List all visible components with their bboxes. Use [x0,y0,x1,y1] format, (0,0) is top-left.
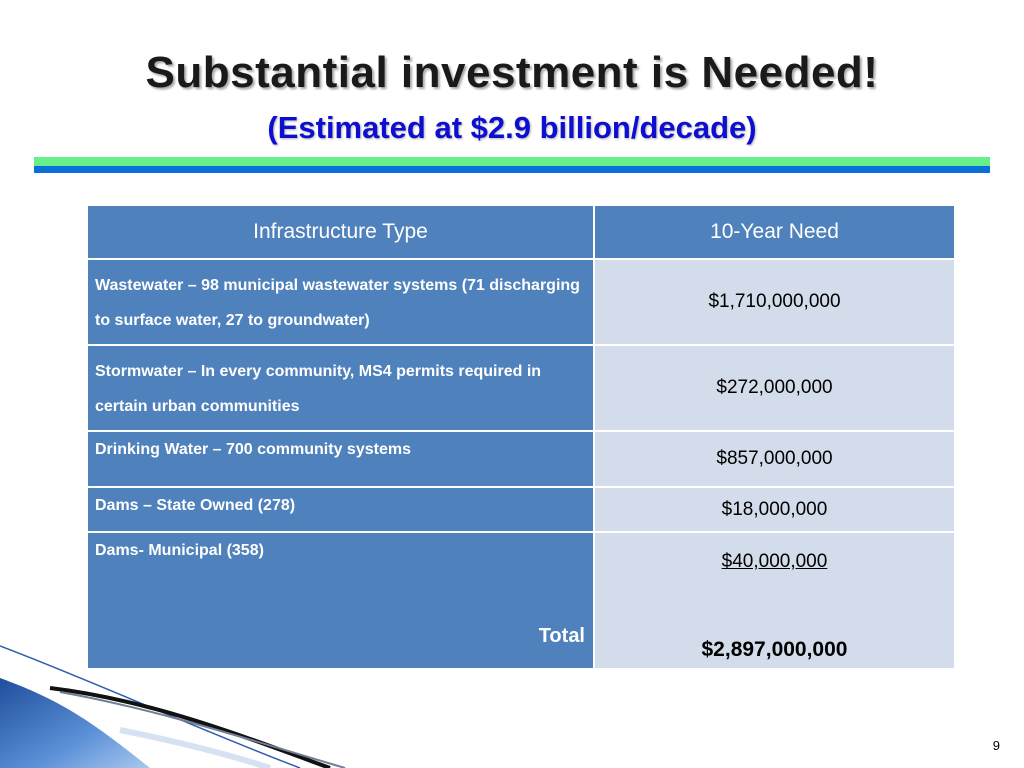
need-value-dams-municipal: $40,000,000 [721,551,828,572]
slide-subtitle: (Estimated at $2.9 billion/decade) [267,110,757,145]
total-value: $2,897,000,000 [701,638,848,661]
title-rule-blue [34,166,990,173]
need-cell-dams-state: $18,000,000 [594,487,955,532]
type-cell-stormwater: Stormwater – In every community, MS4 permits required in certain urban communities [87,345,594,431]
table-row [87,259,955,345]
table-row [87,487,955,532]
infrastructure-need-table [86,204,956,670]
need-cell-drinking-water: $857,000,000 [594,431,955,487]
slide-title: Substantial investment is Needed! [145,48,879,97]
need-cell-dams-municipal-total [594,532,955,669]
type-cell-wastewater: Wastewater – 98 municipal wastewater systems (71 discharging to surface water, 27 to groundwater) [87,259,594,345]
table-row [87,431,955,487]
table-header-row [87,205,955,259]
type-cell-drinking-water: Drinking Water – 700 community systems [87,431,594,487]
header-ten-year-need: 10-Year Need [594,205,955,259]
corner-swoosh-decoration [0,640,360,768]
header-infrastructure-type: Infrastructure Type [87,205,594,259]
title-rule-green [34,157,990,166]
total-label: Total [538,625,585,647]
table-row [87,345,955,431]
need-cell-stormwater: $272,000,000 [594,345,955,431]
type-cell-dams-state: Dams – State Owned (278) [87,487,594,532]
page-number: 9 [992,738,1000,753]
type-label-dams-municipal: Dams- Municipal (358) [95,542,264,559]
need-cell-wastewater: $1,710,000,000 [594,259,955,345]
